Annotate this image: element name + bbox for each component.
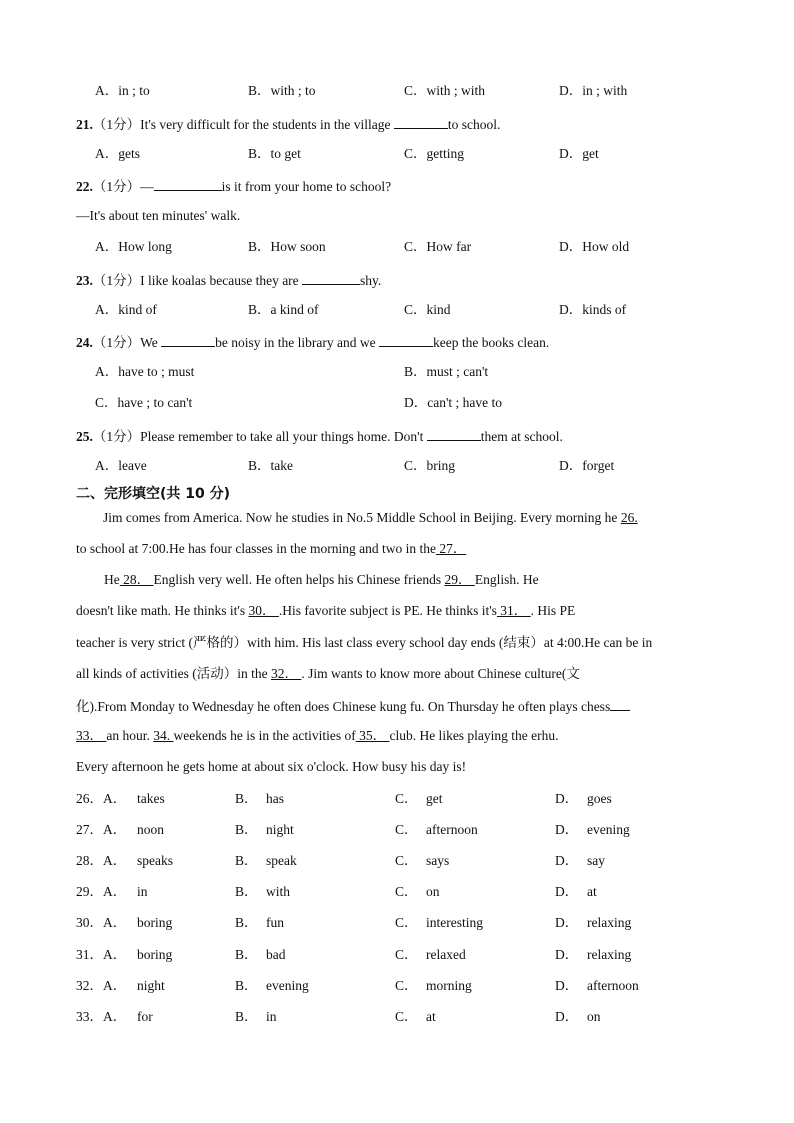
q24-options-2 bbox=[0, 393, 794, 413]
section-title: 二、完形填空(共 10 分) bbox=[76, 486, 231, 502]
cloze-number: 29．A． bbox=[76, 884, 127, 899]
option-letter: D． bbox=[555, 1009, 579, 1024]
question-text: keep the books clean. bbox=[433, 335, 550, 350]
option-letter: B． bbox=[235, 915, 258, 930]
question-mark: （1分） bbox=[92, 335, 141, 350]
option-letter: B． bbox=[235, 1009, 258, 1024]
passage-text: 化).From Monday to Wednesday he often does Chinese kung fu. On Thursday he often plays chess bbox=[76, 699, 611, 714]
question-text: — bbox=[140, 179, 154, 194]
option-c: interesting bbox=[426, 915, 483, 930]
blank-31: 31． bbox=[496, 603, 531, 618]
passage-text: an hour. bbox=[106, 728, 154, 743]
question-text: We bbox=[140, 335, 162, 350]
question-21 bbox=[0, 113, 794, 133]
passage-line bbox=[76, 664, 580, 684]
cloze-number: 32．A． bbox=[76, 978, 127, 993]
cloze-question bbox=[0, 851, 794, 871]
option-b: with bbox=[266, 884, 291, 899]
cloze-question bbox=[0, 820, 794, 840]
option-letter: B． bbox=[235, 791, 258, 806]
cloze-question bbox=[0, 913, 794, 933]
q22-line2 bbox=[0, 206, 794, 226]
option-c: relaxed bbox=[426, 947, 466, 962]
blank-29: 29． bbox=[444, 572, 475, 587]
option-letter: C． bbox=[395, 791, 418, 806]
option-b: B．with ; to bbox=[248, 83, 316, 98]
option-letter: D． bbox=[555, 915, 579, 930]
passage-line bbox=[104, 570, 539, 590]
option-letter: B． bbox=[235, 947, 258, 962]
q23-options bbox=[0, 300, 794, 320]
option-c: C．with ; with bbox=[404, 83, 486, 98]
option-c: at bbox=[426, 1009, 436, 1024]
answer-blank bbox=[302, 269, 360, 285]
passage-text: .His favorite subject is PE. He thinks it's bbox=[278, 603, 497, 618]
cloze-number: 27．A． bbox=[76, 822, 127, 837]
option-letter: D． bbox=[555, 791, 579, 806]
option-a: night bbox=[137, 978, 165, 993]
blank-33: 33． bbox=[76, 728, 107, 743]
blank-30: 30． bbox=[248, 603, 279, 618]
passage-line bbox=[76, 601, 575, 621]
cloze-question bbox=[0, 789, 794, 809]
passage-text: weekends he is in the activities of bbox=[173, 728, 356, 743]
option-b: evening bbox=[266, 978, 309, 993]
option-c: C．How far bbox=[404, 239, 472, 254]
option-d: relaxing bbox=[587, 947, 632, 962]
answer-blank bbox=[379, 331, 433, 347]
question-text: is it from your home to school? bbox=[221, 179, 392, 194]
passage-text: English very well. He often helps his Chinese friends bbox=[153, 572, 445, 587]
question-text: them at school. bbox=[480, 429, 563, 444]
cloze-number: 26．A． bbox=[76, 791, 127, 806]
option-d: D．get bbox=[559, 146, 599, 161]
option-d: D．kinds of bbox=[559, 302, 627, 317]
question-25 bbox=[0, 425, 794, 445]
option-a: for bbox=[137, 1009, 153, 1024]
option-d: relaxing bbox=[587, 915, 632, 930]
question-text: to school. bbox=[447, 117, 501, 132]
question-text: —It's about ten minutes' walk. bbox=[76, 208, 241, 223]
option-b: speak bbox=[266, 853, 297, 868]
question-text: be noisy in the library and we bbox=[215, 335, 379, 350]
question-number: 24. bbox=[76, 335, 93, 350]
option-c: C．have ; to can't bbox=[95, 395, 193, 410]
question-text: I like koalas because they are bbox=[140, 273, 303, 288]
answer-blank bbox=[161, 331, 215, 347]
option-c: get bbox=[426, 791, 443, 806]
option-c: says bbox=[426, 853, 450, 868]
option-b: in bbox=[266, 1009, 277, 1024]
option-b: night bbox=[266, 822, 294, 837]
passage-text: He bbox=[104, 572, 120, 587]
option-a: boring bbox=[137, 915, 173, 930]
cloze-number: 31．A． bbox=[76, 947, 127, 962]
option-b: fun bbox=[266, 915, 284, 930]
passage-text: doesn't like math. He thinks it's bbox=[76, 603, 249, 618]
passage-line: Every afternoon he gets home at about six o'clock. How busy his day is! bbox=[76, 759, 467, 774]
option-a: takes bbox=[137, 791, 165, 806]
q25-options bbox=[0, 456, 794, 476]
passage-text: . His PE bbox=[530, 603, 576, 618]
blank-27: 27． bbox=[435, 541, 467, 556]
blank-26: 26. bbox=[620, 510, 638, 525]
option-d: at bbox=[587, 884, 597, 899]
answer-blank bbox=[610, 695, 630, 711]
cloze-number: 33．A． bbox=[76, 1009, 127, 1024]
option-b: has bbox=[266, 791, 284, 806]
option-letter: B． bbox=[235, 978, 258, 993]
option-letter: D． bbox=[555, 822, 579, 837]
question-22 bbox=[0, 175, 794, 195]
option-d: D．How old bbox=[559, 239, 630, 254]
option-b: B．must ; can't bbox=[404, 364, 489, 379]
cloze-question bbox=[0, 976, 794, 996]
option-a: A．kind of bbox=[95, 302, 157, 317]
blank-32: 32． bbox=[270, 666, 302, 681]
option-letter: B． bbox=[235, 853, 258, 868]
option-d: afternoon bbox=[587, 978, 639, 993]
cloze-question bbox=[0, 945, 794, 965]
question-24 bbox=[0, 331, 794, 351]
option-a: A．gets bbox=[95, 146, 140, 161]
option-c: on bbox=[426, 884, 440, 899]
passage-line: teacher is very strict (严格的）with him. His last class every school day ends (结束）at 4:00.He can be in bbox=[76, 635, 653, 650]
cloze-question bbox=[0, 882, 794, 902]
question-text: It's very difficult for the students in the village bbox=[140, 117, 394, 132]
option-c: C．kind bbox=[404, 302, 451, 317]
blank-35: 35． bbox=[355, 728, 390, 743]
option-d: D．can't ; have to bbox=[404, 395, 503, 410]
answer-blank bbox=[154, 175, 222, 191]
blank-28: 28． bbox=[119, 572, 154, 587]
option-a: A．have to ; must bbox=[95, 364, 195, 379]
option-d: evening bbox=[587, 822, 630, 837]
question-mark: （1分） bbox=[92, 429, 141, 444]
option-c: afternoon bbox=[426, 822, 478, 837]
option-c: morning bbox=[426, 978, 472, 993]
question-mark: （1分） bbox=[92, 117, 141, 132]
question-23 bbox=[0, 269, 794, 289]
option-a: in bbox=[137, 884, 148, 899]
option-letter: D． bbox=[555, 884, 579, 899]
cloze-number: 30．A． bbox=[76, 915, 127, 930]
option-d: on bbox=[587, 1009, 601, 1024]
option-letter: D． bbox=[555, 947, 579, 962]
q21-options bbox=[0, 144, 794, 164]
option-letter: C． bbox=[395, 884, 418, 899]
option-d: say bbox=[587, 853, 605, 868]
option-letter: C． bbox=[395, 853, 418, 868]
option-letter: D． bbox=[555, 978, 579, 993]
option-letter: C． bbox=[395, 915, 418, 930]
answer-blank bbox=[394, 113, 448, 129]
option-a: speaks bbox=[137, 853, 173, 868]
passage-line bbox=[76, 695, 630, 715]
option-a: noon bbox=[137, 822, 164, 837]
blank-34: 34. bbox=[153, 728, 174, 743]
question-number: 23. bbox=[76, 273, 93, 288]
option-letter: B． bbox=[235, 884, 258, 899]
answer-blank bbox=[427, 425, 481, 441]
q24-options-1 bbox=[0, 362, 794, 382]
option-b: bad bbox=[266, 947, 286, 962]
question-text: shy. bbox=[360, 273, 382, 288]
passage-line bbox=[76, 726, 559, 746]
question-number: 21. bbox=[76, 117, 93, 132]
cloze-number: 28．A． bbox=[76, 853, 127, 868]
q22-options bbox=[0, 237, 794, 257]
option-letter: C． bbox=[395, 947, 418, 962]
option-b: B．How soon bbox=[248, 239, 326, 254]
option-a: boring bbox=[137, 947, 173, 962]
option-d: goes bbox=[587, 791, 612, 806]
option-c: C．getting bbox=[404, 146, 464, 161]
passage-text: to school at 7:00.He has four classes in the morning and two in the bbox=[76, 541, 436, 556]
option-a: A．leave bbox=[95, 458, 147, 473]
passage-text: English. He bbox=[474, 572, 539, 587]
option-c: C．bring bbox=[404, 458, 456, 473]
question-number: 22. bbox=[76, 179, 93, 194]
question-mark: （1分） bbox=[92, 179, 141, 194]
passage-text: club. He likes playing the erhu. bbox=[389, 728, 559, 743]
question-number: 25. bbox=[76, 429, 93, 444]
option-a: A．How long bbox=[95, 239, 172, 254]
passage-text: . Jim wants to know more about Chinese culture(文 bbox=[301, 666, 580, 681]
option-letter: D． bbox=[555, 853, 579, 868]
option-d: D．in ; with bbox=[559, 83, 628, 98]
option-letter: C． bbox=[395, 1009, 418, 1024]
option-b: B．to get bbox=[248, 146, 301, 161]
passage-text: all kinds of activities (活动）in the bbox=[76, 666, 271, 681]
option-b: B．take bbox=[248, 458, 293, 473]
option-a: A．in ; to bbox=[95, 83, 150, 98]
option-d: D．forget bbox=[559, 458, 615, 473]
option-letter: C． bbox=[395, 822, 418, 837]
option-letter: B． bbox=[235, 822, 258, 837]
q20-options bbox=[0, 81, 794, 101]
question-text: Please remember to take all your things home. Don't bbox=[140, 429, 427, 444]
cloze-question bbox=[0, 1007, 794, 1027]
passage-line bbox=[76, 539, 466, 559]
option-b: B．a kind of bbox=[248, 302, 319, 317]
question-mark: （1分） bbox=[92, 273, 141, 288]
passage-text: Jim comes from America. Now he studies in No.5 Middle School in Beijing. Every morning he bbox=[103, 510, 621, 525]
option-letter: C． bbox=[395, 978, 418, 993]
passage-line bbox=[103, 508, 638, 528]
